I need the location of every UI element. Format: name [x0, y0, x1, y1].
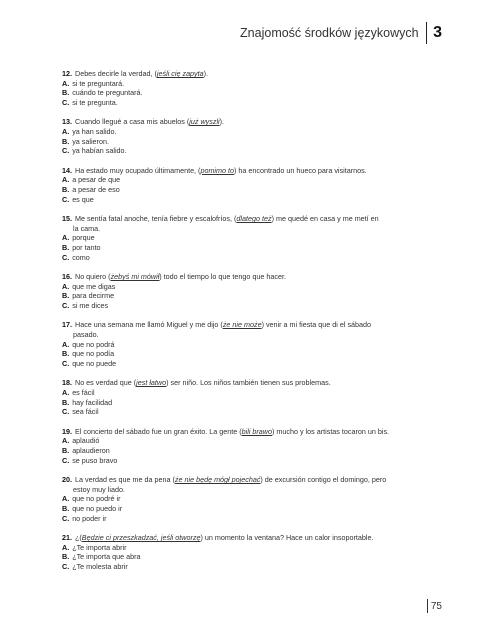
question-text-continued: pasado.: [73, 330, 99, 340]
option-letter: C.: [62, 455, 70, 465]
section-title: Znajomość środków językowych: [240, 26, 419, 40]
option-letter: C.: [62, 300, 70, 310]
answer-option: [62, 301, 417, 311]
answer-option: [62, 514, 417, 524]
answer-option: [62, 243, 417, 253]
option-letter: C.: [62, 407, 70, 417]
question-item: [62, 272, 417, 310]
option-text: ¿Te importa abrir: [72, 542, 127, 552]
question-number: 14.: [62, 165, 72, 175]
question-number: 18.: [62, 378, 72, 388]
option-letter: C.: [62, 194, 70, 204]
option-letter: B.: [62, 136, 70, 146]
option-letter: A.: [62, 388, 70, 398]
answer-option: [62, 253, 417, 263]
question-text-continued: la cama.: [73, 223, 101, 233]
question-number: 15.: [62, 214, 72, 224]
question-number: 12.: [62, 69, 72, 78]
question-item: [62, 320, 417, 368]
option-text: que no podrá: [72, 339, 115, 349]
answer-option: [62, 79, 417, 89]
question-text-after: ) de excursión contigo el domingo, pero: [260, 475, 387, 485]
answer-option: [62, 436, 417, 446]
answer-option: [62, 543, 417, 553]
question-text-after: ) me quedé en casa y me metí en: [271, 214, 379, 224]
footer-divider: [427, 599, 428, 613]
option-letter: A.: [62, 126, 70, 136]
option-text: no poder ir: [72, 513, 107, 523]
question-text-before: La verdad es que me da pena (: [75, 475, 175, 485]
answer-option: [62, 98, 417, 108]
option-letter: A.: [62, 175, 70, 185]
question-number: 20.: [62, 475, 72, 485]
answer-option: [62, 185, 417, 195]
option-text: ¿Te importa que abra: [72, 552, 141, 562]
option-letter: B.: [62, 503, 70, 513]
answer-option: [62, 195, 417, 205]
question-item: [62, 533, 417, 571]
option-letter: A.: [62, 78, 70, 88]
option-letter: B.: [62, 349, 70, 359]
question-stem: [62, 320, 417, 339]
option-text: que me digas: [72, 281, 116, 291]
question-text-before: No es verdad que (: [75, 378, 137, 388]
question-text-before: Ha estado muy ocupado últimamente, (: [75, 165, 201, 175]
option-letter: A.: [62, 436, 70, 446]
option-letter: B.: [62, 184, 70, 194]
polish-hint: że nie może: [222, 320, 262, 330]
question-text-after: ).: [203, 69, 209, 78]
answer-option: [62, 340, 417, 350]
answer-option: [62, 552, 417, 562]
question-item: [62, 427, 417, 465]
option-text: porque: [72, 233, 95, 243]
option-letter: B.: [62, 242, 70, 252]
question-stem: [62, 427, 417, 437]
option-text: a pesar de eso: [72, 184, 120, 194]
polish-hint: żebyś mi mówił: [110, 272, 160, 282]
answer-option: [62, 137, 417, 147]
question-text-before: Me sentía fatal anoche, tenía fiebre y escalofríos, (: [75, 214, 237, 224]
option-text: que no puedo ir: [72, 503, 123, 513]
answer-option: [62, 127, 417, 137]
option-letter: C.: [62, 146, 70, 156]
question-stem: [62, 166, 417, 176]
option-letter: B.: [62, 291, 70, 301]
question-text-before: ¿(: [75, 533, 82, 543]
option-text: ya habían salido.: [72, 146, 127, 156]
page-footer: [427, 599, 442, 613]
answer-option: [62, 88, 417, 98]
option-text: que no podía: [72, 349, 115, 359]
option-letter: A.: [62, 281, 70, 291]
option-letter: C.: [62, 358, 70, 368]
question-stem: [62, 475, 417, 494]
answer-option: [62, 446, 417, 456]
answer-option: [62, 398, 417, 408]
option-letter: C.: [62, 252, 70, 262]
answer-option: [62, 282, 417, 292]
option-text: es que: [72, 194, 94, 204]
option-text: como: [72, 252, 90, 262]
question-text-before: No quiero (: [75, 272, 111, 282]
question-item: [62, 69, 417, 107]
answer-option: [62, 175, 417, 185]
question-item: [62, 475, 417, 523]
question-text-after: ).: [219, 117, 225, 127]
option-text: aplaudieron: [72, 446, 110, 455]
question-stem: [62, 69, 417, 79]
question-item: [62, 166, 417, 204]
polish-hint: dlatego też: [236, 214, 272, 224]
polish-hint: bili brawo: [241, 426, 272, 436]
option-letter: B.: [62, 397, 70, 407]
question-stem: [62, 214, 417, 233]
answer-option: [62, 504, 417, 514]
option-text: aplaudió: [72, 436, 100, 446]
question-number: 16.: [62, 272, 72, 282]
answer-option: [62, 233, 417, 243]
option-text: que no puede: [72, 358, 117, 368]
question-text-after: ) un momento la ventana? Hace un calor insoportable.: [200, 533, 374, 543]
answer-option: [62, 291, 417, 301]
question-text-before: Debes decirle la verdad, (: [75, 69, 157, 78]
answer-option: [62, 349, 417, 359]
option-letter: A.: [62, 494, 70, 504]
option-text: a pesar de que: [72, 175, 121, 185]
question-list: [62, 69, 417, 582]
option-letter: C.: [62, 561, 70, 571]
option-letter: C.: [62, 513, 70, 523]
question-item: [62, 117, 417, 155]
polish-hint: że nie będę mógł pojechać: [174, 475, 261, 485]
answer-option: [62, 456, 417, 466]
question-text-after: ) ser niño. Los niños también tienen sus problemas.: [166, 378, 331, 388]
question-stem: [62, 533, 417, 543]
option-text: es fácil: [72, 388, 95, 398]
question-number: 21.: [62, 533, 72, 543]
chapter-number: 3: [433, 24, 442, 41]
option-text: cuándo te preguntará.: [72, 88, 143, 98]
question-text-before: Cuando llegué a casa mis abuelos (: [75, 117, 190, 127]
question-item: [62, 378, 417, 416]
question-stem: [62, 272, 417, 282]
option-letter: A.: [62, 542, 70, 552]
option-text: si me dices: [72, 300, 109, 310]
answer-option: [62, 494, 417, 504]
polish-hint: pomimo to: [200, 165, 235, 175]
option-text: sea fácil: [72, 407, 99, 417]
option-text: que no podré ir: [72, 494, 121, 504]
answer-option: [62, 359, 417, 369]
polish-hint: jeśli cię zapyta: [156, 69, 204, 78]
question-text-before: Hace una semana me llamó Miguel y me dijo (: [75, 320, 223, 330]
question-text-after: ) mucho y los artistas tocaron un bis.: [272, 426, 390, 436]
question-text-before: El concierto del sábado fue un gran éxito. La gente (: [75, 426, 242, 436]
option-letter: A.: [62, 339, 70, 349]
question-number: 17.: [62, 320, 72, 330]
answer-option: [62, 388, 417, 398]
question-text-continued: estoy muy liado.: [73, 484, 125, 494]
option-letter: B.: [62, 552, 70, 562]
option-letter: B.: [62, 88, 70, 98]
option-text: ya han salido.: [72, 126, 117, 136]
question-number: 13.: [62, 117, 72, 127]
question-stem: [62, 117, 417, 127]
question-item: [62, 214, 417, 262]
option-text: ya salieron.: [72, 136, 109, 146]
page-header: [240, 22, 442, 44]
question-number: 19.: [62, 426, 72, 436]
option-letter: C.: [62, 97, 70, 107]
polish-hint: już wyszli: [189, 117, 220, 127]
option-text: por tanto: [72, 242, 101, 252]
polish-hint: Będzie ci przeszkadzać, jeśli otworzę: [81, 533, 201, 543]
question-text-after: ) ha encontrado un hueco para visitarnos.: [234, 165, 367, 175]
option-text: hay facilidad: [72, 397, 113, 407]
polish-hint: jest łatwo: [136, 378, 167, 388]
header-divider: [426, 22, 428, 44]
question-stem: [62, 378, 417, 388]
question-text-after: ) venir a mi fiesta que di el sábado: [261, 320, 372, 330]
option-letter: A.: [62, 233, 70, 243]
question-text-after: ) todo el tiempo lo que tengo que hacer.: [159, 272, 286, 282]
option-text: si te preguntará.: [72, 78, 125, 88]
answer-option: [62, 146, 417, 156]
option-text: ¿Te molesta abrir: [72, 561, 128, 571]
answer-option: [62, 407, 417, 417]
option-text: si te pregunta.: [72, 97, 118, 107]
page-number: 75: [430, 600, 442, 612]
option-text: se puso bravo: [72, 455, 118, 465]
option-letter: B.: [62, 446, 70, 455]
option-text: para decirme: [72, 291, 115, 301]
answer-option: [62, 562, 417, 572]
